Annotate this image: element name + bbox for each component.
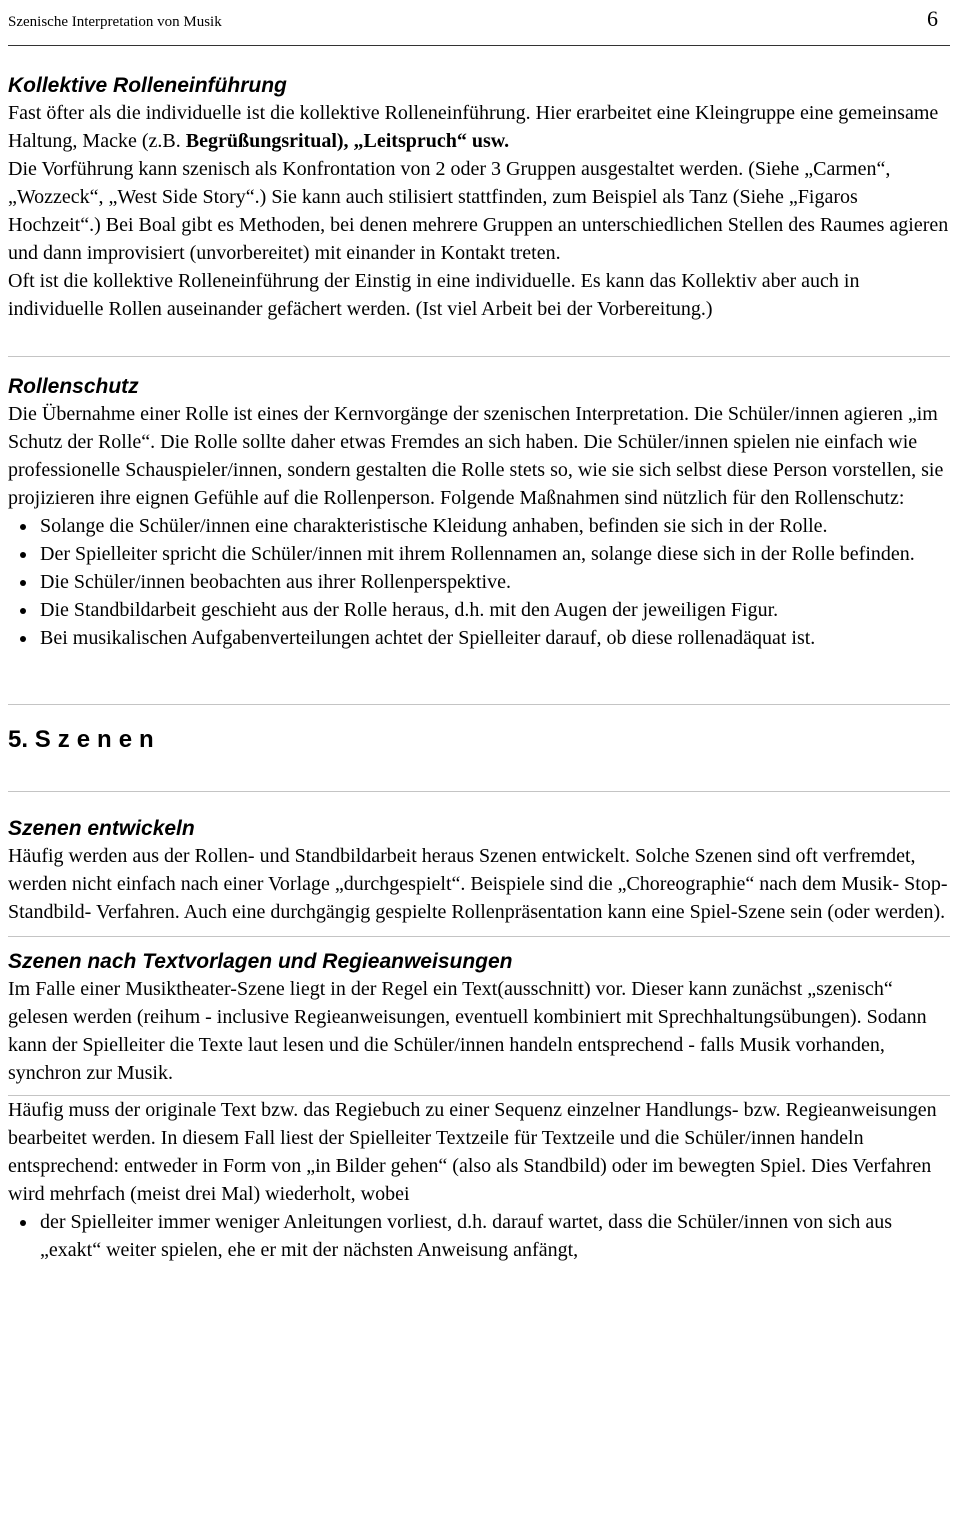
paragraph-text-bold: Begrüßungsritual), „Leitspruch“ usw.: [185, 130, 510, 152]
section-divider: [8, 791, 950, 792]
list-item: • der Spielleiter immer weniger Anleitungen vorliest, d.h. darauf wartet, dass die Schüler/innen von sich aus „exakt“ weiter spielen, ehe er mit der nächsten Anweisung anfängt,: [38, 1208, 950, 1264]
paragraph-kollektive-3: Oft ist die kollektive Rolleneinführung der Einstig in eine individuelle. Es kann das Kollektiv aber auch in individuelle Rollen auseinander gefächert werden. (Ist viel Arbeit bei der Vorbereitung.): [8, 270, 860, 320]
paragraph-text: Fast öfter als die individuelle ist die kollektive Rolleneinführung. Hier erarbeitet eine Kleingruppe eine gemeinsame Haltung, Macke (z.B.: [8, 102, 939, 152]
heading-kollektive-rolleneinfuehrung: Kollektive Rolleneinführung: [8, 74, 287, 97]
heading-szenen: [8, 725, 950, 755]
section-divider: [8, 356, 950, 357]
document-title: Szenische Interpretation von Musik: [8, 14, 222, 30]
list-item: • Der Spielleiter spricht die Schüler/innen mit ihrem Rollennamen an, solange diese sich in der Rolle befinden.: [38, 540, 950, 568]
section-number: 5.: [8, 726, 29, 753]
section-title: Szenen: [34, 726, 161, 753]
paragraph-kollektive-1: [8, 99, 950, 155]
list-item: • Die Schüler/innen beobachten aus ihrer Rollenperspektive.: [38, 568, 950, 596]
section-divider: [8, 704, 950, 705]
page-number: 6: [927, 6, 938, 31]
list-item: • Solange die Schüler/innen eine charakteristische Kleidung anhaben, befinden sie sich in der Rolle.: [38, 512, 950, 540]
heading-szenen-entwickeln: Szenen entwickeln: [8, 817, 195, 840]
list-item: • Die Standbildarbeit geschieht aus der Rolle heraus, d.h. mit den Augen der jeweiligen Figur.: [38, 596, 950, 624]
list-item: • Bei musikalischen Aufgabenverteilungen achtet der Spielleiter darauf, ob diese rollenadäquat ist.: [38, 624, 950, 652]
paragraph-rollenschutz-1: Die Übernahme einer Rolle ist eines der Kernvorgänge der szenischen Interpretation. Die Schüler/innen agieren „im Schutz der Rolle“. Die Rolle sollte daher etwas Fremdes an sich haben. Die Schüler/innen spielen nie einfach wie professionelle Schauspieler/innen, sondern gestalten die Rolle stets so, wie sie sich selbst diese Person vorstellen, sie projizieren ihre eignen Gefühle auf die Rollenperson. Folgende Maßnahmen sind nützlich für den Rollenschutz:: [8, 403, 944, 509]
rollenschutz-bullet-list: [8, 512, 950, 652]
paragraph-kollektive-2: Die Vorführung kann szenisch als Konfrontation von 2 oder 3 Gruppen ausgestaltet werden. (Siehe „Carmen“, „Wozzeck“, „West Side Story“.) Sie kann auch stilisiert stattfinden, zum Beispiel als Tanz (Siehe „Figaros Hochzeit“.) Bei Boal gibt es Methoden, bei denen mehrere Gruppen an unterschiedlichen Stellen des Raumes agieren und dann improvisiert (unvorbereitet) mit einander in Kontakt treten.: [8, 158, 949, 264]
paragraph-textvorlagen-1: Im Falle einer Musiktheater-Szene liegt in der Regel ein Text(ausschnitt) vor. Dieser kann zunächst „szenisch“ gelesen werden (reihum - inclusive Regieanweisungen, eventuell kombiniert mit Sprechhaltungsübungen). Sodann kann der Spielleiter die Texte laut lesen und die Schüler/innen handeln entsprechend - falls Musik vorhanden, synchron zur Musik.: [8, 978, 927, 1084]
paragraph-textvorlagen-2: Häufig muss der originale Text bzw. das Regiebuch zu einer Sequenz einzelner Handlungs- bzw. Regieanweisungen bearbeitet werden. In diesem Fall liest der Spielleiter Textzeile für Textzeile und die Schüler/innen handeln entsprechend: entweder in Form von „in Bilder gehen“ (also als Standbild) oder im bewegten Spiel. Dies Verfahren wird mehrfach (meist drei Mal) wiederholt, wobei: [8, 1099, 937, 1205]
header-rule: [8, 45, 950, 46]
heading-rollenschutz: Rollenschutz: [8, 375, 139, 398]
section-divider: [8, 936, 950, 937]
heading-szenen-nach-textvorlagen: Szenen nach Textvorlagen und Regieanweisungen: [8, 950, 513, 973]
textvorlagen-bullet-list: [8, 1208, 950, 1264]
paragraph-szenen-entwickeln-1: Häufig werden aus der Rollen- und Standbildarbeit heraus Szenen entwickelt. Solche Szenen sind oft verfremdet, werden nicht einfach nach einer Vorlage „durchgespielt“. Beispiele sind die „Choreographie“ nach dem Musik- Stop-Standbild- Verfahren. Auch eine durchgängig gespielte Rollenpräsentation kann eine Spiel-Szene sein (oder werden).: [8, 845, 948, 923]
page-header: [8, 6, 950, 32]
